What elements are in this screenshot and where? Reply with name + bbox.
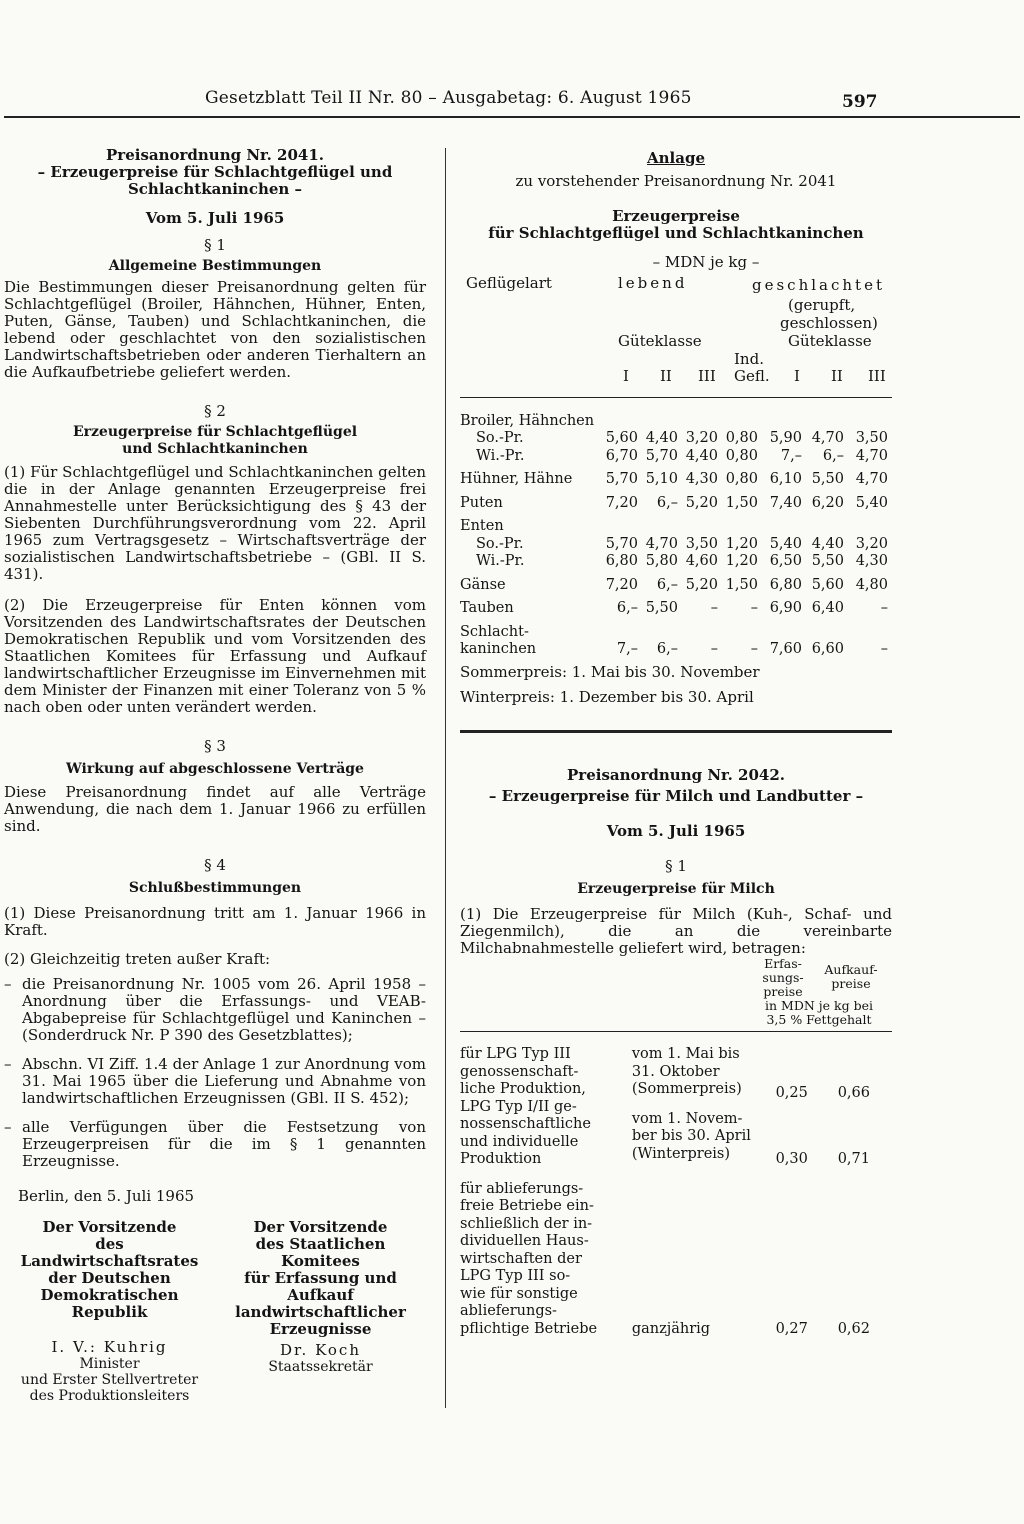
col-geflugelart: Geflügelart <box>466 274 552 292</box>
anlage-reference: zu vorstehender Preisanordnung Nr. 2041 <box>515 172 837 190</box>
price-cell: 1,20 <box>725 535 758 552</box>
table-row <box>460 600 892 618</box>
row-label: Schlacht- <box>460 623 529 640</box>
price-cell: 7,– <box>616 641 638 657</box>
table-row <box>460 447 892 465</box>
price-cell: 4,30 <box>685 471 718 487</box>
price-cell: 5,60 <box>605 430 638 446</box>
price-cell <box>642 412 682 430</box>
table-row <box>460 412 892 430</box>
section-2-paragraph-2: (2) Die Erzeugerpreise für Enten können vom Vorsitzenden des Landwirtschaftsrates der Deutschen Demokratischen Republik und vom Vorsitzenden des Staatlichen Komitees für Erfassung und Aufkauf landwirtschaftlicher Erzeugnisse im Einvernehmen mit dem Minister der Finanzen mit einer Toleranz von 5 % nach oben oder unten verändert werden. <box>4 596 426 716</box>
section-4-paragraph-1: (1) Diese Preisanordnung tritt am 1. Januar 1966 in Kraft. <box>4 904 426 939</box>
price-cell: 6,– <box>656 576 678 593</box>
winter-erfassungspreis: 0,30 <box>775 1151 808 1167</box>
price-cell: 6,– <box>656 494 678 511</box>
price-cell <box>848 412 892 430</box>
row-label: Wi.-Pr. <box>476 553 525 569</box>
section-divider <box>460 730 892 733</box>
price-cell: 5,50 <box>811 471 844 487</box>
price-cell: 6,– <box>616 600 638 616</box>
price-cell <box>762 412 806 430</box>
section-2-paragraph-1: (1) Für Schlachtgeflügel und Schlachtkaninchen gelten die in der Anlage genannten Erzeugerpreise frei Annahmestelle unter Berücksichtigung des § 43 der Siebenten Durchführungsverordnung vom 22. April 1965 zum Vertragsgesetz – Wirtschaftsverträge der sozialistischen Landwirtschaftsbetriebe – (GBl. II S. 431). <box>4 463 426 583</box>
row-label: Wi.-Pr. <box>476 447 525 464</box>
price-cell: 1,50 <box>725 576 758 593</box>
price-cell: 6,90 <box>769 600 802 616</box>
price-cell <box>848 518 892 536</box>
price-cell <box>762 623 806 641</box>
price-cell: 6,50 <box>769 553 802 569</box>
col-gefl: Gefl. <box>734 367 770 385</box>
anlage-title: Anlage <box>647 149 705 167</box>
header-rule <box>4 116 1020 118</box>
ordinance-title: Preisanordnung Nr. 2041. <box>106 146 324 164</box>
price-cell: 3,20 <box>855 535 888 552</box>
ordinance-subtitle-2: Schlachtkaninchen – <box>127 180 303 198</box>
price-cell: 6,60 <box>811 641 844 657</box>
milk-table-header <box>460 957 892 1027</box>
table-row: für LPG Typ III genossenschaft- liche Produktion, LPG Typ I/II ge- nossenschaftliche und individuelle Produktion vom 1. Mai bis 31. Oktober (Sommerpreis) 0,25 0,66 <box>460 1046 870 1167</box>
price-cell: 4,30 <box>855 553 888 569</box>
year-round-erfassungspreis: 0,27 <box>775 1320 808 1337</box>
price-unit: – MDN je kg – <box>652 253 760 271</box>
left-column <box>4 147 426 1404</box>
price-cell: 0,80 <box>725 471 758 487</box>
winterpreis-note: Winterpreis: 1. Dezember bis 30. April <box>460 688 754 706</box>
price-cell: 6,70 <box>605 447 638 464</box>
price-cell <box>762 518 806 536</box>
signatures <box>4 1219 426 1404</box>
repeal-item: – Abschn. VI Ziff. 1.4 der Anlage 1 zur Anordnung vom 31. Mai 1965 über die Lieferung und Abnahme von landwirtschaftlichen Erzeugnissen (GBl. II S. 452); <box>4 1055 426 1107</box>
price-table <box>460 412 892 658</box>
price-cell: 6,40 <box>811 600 844 616</box>
right-column <box>460 150 892 1338</box>
price-cell: 5,20 <box>685 494 718 511</box>
price-cell: 4,60 <box>685 553 718 569</box>
col-lebend: lebend <box>618 274 688 292</box>
section-3-heading: Wirkung auf abgeschlossene Verträge <box>66 761 364 777</box>
price-cell: 5,50 <box>645 600 678 616</box>
header-title: Gesetzblatt Teil II Nr. 80 – Ausgabetag: 6. August 1965 <box>205 88 692 108</box>
price-cell: 0,80 <box>725 430 758 446</box>
price-cell: 5,70 <box>645 447 678 464</box>
price-cell <box>600 623 642 641</box>
milk-table-rule <box>460 1031 892 1032</box>
ordinance-date: Vom 5. Juli 1965 <box>145 209 285 227</box>
price-cell: 4,70 <box>855 447 888 464</box>
price-cell: 6,20 <box>811 494 844 511</box>
anlage-heading-2: für Schlachtgeflügel und Schlachtkaninchen <box>488 224 864 242</box>
price-cell: – <box>750 641 758 657</box>
year-round-period: ganzjährig <box>631 1320 711 1337</box>
repeal-item: – die Preisanordnung Nr. 1005 vom 26. April 1958 – Anordnung über die Erfassungs- und VEAB-Abgabepreise für Schlachtgeflügel und Kaninchen – (Sonderdruck Nr. P 390 des Gesetzblattes); <box>4 975 426 1044</box>
signature-staatliches-komitee: Der Vorsitzende des Staatlichen Komitees für Erfassung und Aufkauf landwirtschaftlicher Erzeugnisse Dr. Koch Staatssekretär <box>215 1219 426 1404</box>
table-row <box>460 535 892 553</box>
ordinance-subtitle-1: – Erzeugerpreise für Schlachtgeflügel und <box>37 163 393 181</box>
price-cell <box>722 623 762 641</box>
price-cell <box>806 518 848 536</box>
section-4-heading: Schlußbestimmungen <box>128 880 302 896</box>
ordinance-2042-section-1-number: § 1 <box>665 857 687 875</box>
price-cell: – <box>750 600 758 616</box>
row-label: Puten <box>460 494 503 511</box>
price-cell: 4,80 <box>855 576 888 593</box>
price-cell: 0,80 <box>725 447 758 464</box>
price-cell: 3,20 <box>685 430 718 446</box>
price-table-header: Geflügelart lebend geschlachtet (gerupft, geschlossen) Güteklasse Güteklasse Ind. I II III Gefl. I II III <box>466 274 886 385</box>
row-label: So.-Pr. <box>476 535 524 552</box>
table-row <box>460 430 892 448</box>
price-cell: – <box>710 641 718 657</box>
price-cell: 5,40 <box>769 535 802 552</box>
price-cell: 7,60 <box>769 641 802 657</box>
row-label: kaninchen <box>460 641 537 657</box>
price-cell <box>722 412 762 430</box>
price-cell: 4,40 <box>811 535 844 552</box>
row-label: Gänse <box>460 576 506 593</box>
place-and-date: Berlin, den 5. Juli 1965 <box>18 1187 195 1205</box>
summer-aufkaufpreis: 0,66 <box>837 1085 870 1102</box>
table-row <box>460 623 892 641</box>
price-cell: 4,70 <box>811 430 844 446</box>
table-row <box>460 576 892 594</box>
section-3-number: § 3 <box>204 737 226 755</box>
price-cell: 1,50 <box>725 494 758 511</box>
table-row: für ablieferungs- freie Betriebe ein- schließlich der in- dividuellen Haus- wirtschaften der LPG Typ III so- wie für sonstige ablieferungs- pflichtige Betriebe ganzjährig 0,27 0,62 <box>460 1169 870 1339</box>
row-label: Tauben <box>460 600 514 616</box>
price-cell: – <box>880 641 888 657</box>
col-aufkaufpreise: Aufkauf- preise <box>824 962 878 991</box>
price-cell: 6,– <box>656 641 678 657</box>
row-label: So.-Pr. <box>476 430 524 446</box>
col-unit: in MDN je kg bei 3,5 % Fettgehalt <box>765 998 873 1027</box>
price-cell: – <box>880 600 888 616</box>
row-label: Broiler, Hähnchen <box>460 412 595 429</box>
signatory-name: Dr. Koch <box>280 1341 361 1359</box>
table-row <box>460 518 892 536</box>
signatory-name: I. V.: Kuhrig <box>51 1338 168 1356</box>
page-header <box>0 0 1024 118</box>
table-header-rule <box>460 397 892 398</box>
price-cell: 1,20 <box>725 553 758 569</box>
price-cell: 5,60 <box>811 576 844 593</box>
col-geschlachtet: geschlachtet <box>752 276 885 294</box>
table-row <box>460 553 892 571</box>
col-erfassungspreise: Erfas- sungs- preise <box>762 956 804 999</box>
price-cell: 7,20 <box>605 494 638 511</box>
column-divider <box>445 148 446 1408</box>
price-cell: 5,90 <box>769 430 802 446</box>
price-cell: 7,– <box>780 447 802 464</box>
price-cell <box>682 412 722 430</box>
ordinance-2042-subtitle: – Erzeugerpreise für Milch und Landbutter – <box>488 787 864 805</box>
price-cell: 6,80 <box>769 576 802 593</box>
section-1-text: Die Bestimmungen dieser Preisanordnung gelten für Schlachtgeflügel (Broiler, Hähnchen, Hühner, Enten, Puten, Gänse, Tauben) und Schlachtkaninchen, die lebend oder geschlachtet von den sozialistischen Landwirtschaftsbetrieben oder anderen Tierhaltern an die Aufkaufbetriebe geliefert werden. <box>4 278 426 381</box>
section-3-text: Diese Preisanordnung findet auf alle Verträge Anwendung, die nach dem 1. Januar 1966 zu erfüllen sind. <box>4 783 426 835</box>
price-cell <box>806 412 848 430</box>
price-cell <box>848 623 892 641</box>
price-cell <box>600 518 642 536</box>
table-row: vom 1. Novem- ber bis 30. April (Winterpreis) 0,30 0,71 <box>460 1103 870 1169</box>
section-2-heading-2: und Schlachtkaninchen <box>122 441 308 457</box>
col-ind: Ind. <box>734 350 764 368</box>
table-row <box>460 471 892 489</box>
anlage-heading-1: Erzeugerpreise <box>612 207 740 225</box>
price-cell: 5,20 <box>685 576 718 593</box>
price-cell <box>806 623 848 641</box>
col-gueteklasse-geschlachtet: Güteklasse <box>788 332 872 350</box>
price-cell: 6,10 <box>769 471 802 487</box>
price-cell: 4,40 <box>645 430 678 446</box>
table-row <box>460 494 892 512</box>
price-cell <box>682 623 722 641</box>
signature-landwirtschaftsrat: Der Vorsitzende des Landwirtschaftsrates der Deutschen Demokratischen Republik I. V.: Kuhrig Minister und Erster Stellvertreter des Produktionsleiters <box>4 1219 215 1404</box>
section-1-number: § 1 <box>204 236 226 254</box>
price-cell: 5,50 <box>811 553 844 569</box>
price-cell <box>682 518 722 536</box>
price-cell: 5,80 <box>645 553 678 569</box>
price-cell: 4,70 <box>645 535 678 552</box>
summer-erfassungspreis: 0,25 <box>775 1085 808 1102</box>
repeal-item: – alle Verfügungen über die Festsetzung von Erzeugerpreisen für die im § 1 genannten Erzeugnisse. <box>4 1118 426 1170</box>
price-cell: 4,40 <box>685 447 718 464</box>
ordinance-2042-paragraph-1: (1) Die Erzeugerpreise für Milch (Kuh-, Schaf- und Ziegenmilch), die an die vereinbarte Milchabnahmestelle geliefert wird, betragen: <box>460 905 892 957</box>
price-cell: 5,40 <box>855 494 888 511</box>
ordinance-2042-section-1-heading: Erzeugerpreise für Milch <box>577 881 775 897</box>
sommerpreis-note: Sommerpreis: 1. Mai bis 30. November <box>460 663 760 681</box>
price-cell: 7,40 <box>769 494 802 511</box>
col-gueteklasse-lebend: Güteklasse <box>618 332 702 350</box>
section-2-number: § 2 <box>204 402 226 420</box>
section-4-paragraph-2: (2) Gleichzeitig treten außer Kraft: <box>4 950 271 968</box>
winter-aufkaufpreis: 0,71 <box>837 1151 870 1167</box>
section-2-heading-1: Erzeugerpreise für Schlachtgeflügel <box>72 424 358 440</box>
price-cell: 5,70 <box>605 535 638 552</box>
price-cell <box>642 518 682 536</box>
section-1-heading: Allgemeine Bestimmungen <box>108 258 322 274</box>
ordinance-2042-date: Vom 5. Juli 1965 <box>606 822 746 840</box>
table-row <box>460 641 892 659</box>
price-cell: – <box>710 600 718 616</box>
price-cell <box>642 623 682 641</box>
ordinance-2042-title: Preisanordnung Nr. 2042. <box>567 766 785 784</box>
price-cell: 3,50 <box>855 430 888 446</box>
price-cell: 5,70 <box>605 471 638 487</box>
price-cell <box>600 412 642 430</box>
price-cell: 3,50 <box>685 535 718 552</box>
page-number: 597 <box>842 92 878 112</box>
price-cell <box>722 518 762 536</box>
row-label: Enten <box>460 518 504 534</box>
price-cell: 5,10 <box>645 471 678 487</box>
price-cell: 7,20 <box>605 576 638 593</box>
row-label: Hühner, Hähne <box>460 471 573 487</box>
section-4-number: § 4 <box>204 856 226 874</box>
price-cell: 6,80 <box>605 553 638 569</box>
price-cell: 4,70 <box>855 471 888 487</box>
year-round-aufkaufpreis: 0,62 <box>837 1320 870 1337</box>
price-cell: 6,– <box>822 447 844 464</box>
milk-price-table <box>460 1046 870 1338</box>
